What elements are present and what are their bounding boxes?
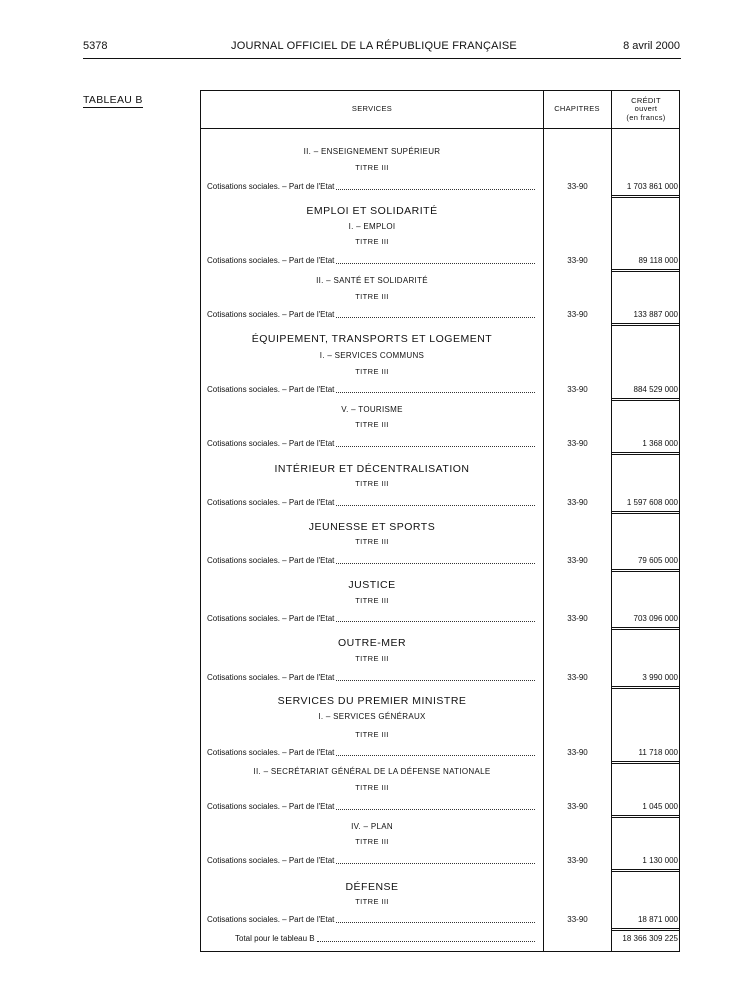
line-label	[207, 855, 537, 867]
column-header-services: SERVICES	[351, 104, 393, 114]
chapitre-value: 33-90	[567, 310, 588, 319]
credit-double-rule	[611, 400, 679, 401]
ministry-heading: JEUNESSE ET SPORTS	[308, 521, 436, 533]
leader-dots	[336, 384, 535, 393]
line-label	[207, 801, 537, 813]
credit-double-rule	[611, 325, 679, 326]
credit-rule	[611, 928, 679, 929]
credit-header-line-2: ouvert	[634, 104, 658, 114]
credit-rule	[611, 686, 679, 687]
titre-heading: TITRE III	[355, 596, 389, 605]
column-header-credit	[612, 91, 680, 128]
chapitre-value: 33-90	[567, 556, 588, 565]
header-divider	[201, 128, 679, 129]
credit-header-line-1: CRÉDIT	[631, 96, 661, 106]
leader-dots	[336, 855, 535, 864]
credit-double-rule	[611, 817, 679, 818]
line-label-text: Cotisations sociales. – Part de l'Etat	[207, 748, 335, 757]
line-label-text: Cotisations sociales. – Part de l'Etat	[207, 802, 335, 811]
section-heading: IV. – PLAN	[351, 822, 393, 831]
credit-value: 79 605 000	[637, 556, 678, 565]
titre-heading: TITRE III	[355, 163, 389, 172]
issue-date: 8 avril 2000	[623, 40, 680, 52]
header-rule	[83, 58, 681, 59]
credit-rule	[611, 269, 679, 270]
titre-heading: TITRE III	[355, 897, 389, 906]
line-label-text: Cotisations sociales. – Part de l'Etat	[207, 498, 335, 507]
ministry-heading: ÉQUIPEMENT, TRANSPORTS ET LOGEMENT	[251, 333, 493, 345]
credit-value: 3 990 000	[642, 673, 678, 682]
chapitre-value: 33-90	[567, 614, 588, 623]
credit-double-rule	[611, 271, 679, 272]
credit-value: 18 871 000	[637, 915, 678, 924]
titre-heading: TITRE III	[355, 367, 389, 376]
line-label-text: Cotisations sociales. – Part de l'Etat	[207, 256, 335, 265]
leader-dots	[336, 914, 535, 923]
chapitre-value: 33-90	[567, 673, 588, 682]
line-label	[207, 672, 537, 684]
credit-double-rule	[611, 454, 679, 455]
credit-rule	[611, 869, 679, 870]
section-heading: V. – TOURISME	[341, 405, 403, 414]
total-label-text: Total pour le tableau B	[235, 934, 315, 943]
credit-value: 89 118 000	[638, 256, 678, 265]
line-label-text: Cotisations sociales. – Part de l'Etat	[207, 915, 335, 924]
leader-dots	[317, 933, 535, 942]
titre-heading: TITRE III	[355, 420, 389, 429]
chapitre-value: 33-90	[567, 439, 588, 448]
credit-rule	[611, 398, 679, 399]
credit-double-rule	[611, 197, 679, 198]
credit-rule	[611, 627, 679, 628]
ministry-heading: DÉFENSE	[345, 881, 399, 893]
credit-rule	[611, 323, 679, 324]
credit-header-line-3: (en francs)	[626, 112, 666, 122]
section-heading: I. – SERVICES COMMUNS	[319, 351, 425, 360]
total-value: 18 366 309 225	[622, 934, 678, 943]
credit-double-rule	[611, 571, 679, 572]
credit-double-rule	[611, 763, 679, 764]
budget-table	[200, 90, 680, 952]
credit-value: 1 368 000	[642, 439, 678, 448]
titre-heading: TITRE III	[355, 237, 389, 246]
tableau-label: TABLEAU B	[83, 94, 143, 106]
line-label	[207, 255, 537, 267]
leader-dots	[336, 255, 535, 264]
section-heading: II. – SANTÉ ET SOLIDARITÉ	[316, 276, 428, 285]
line-label-text: Cotisations sociales. – Part de l'Etat	[207, 310, 335, 319]
titre-heading: TITRE III	[355, 479, 389, 488]
titre-heading: TITRE III	[355, 537, 389, 546]
line-label	[207, 309, 537, 321]
credit-value: 11 718 000	[638, 748, 678, 757]
journal-title: JOURNAL OFFICIEL DE LA RÉPUBLIQUE FRANÇAISE	[231, 40, 517, 52]
leader-dots	[336, 613, 535, 622]
column-divider-services	[543, 91, 544, 951]
line-label-text: Cotisations sociales. – Part de l'Etat	[207, 614, 335, 623]
credit-rule	[611, 815, 679, 816]
line-label-text: Cotisations sociales. – Part de l'Etat	[207, 856, 335, 865]
credit-rule	[611, 195, 679, 196]
chapitre-value: 33-90	[567, 385, 588, 394]
section-heading: I. – SERVICES GÉNÉRAUX	[318, 712, 426, 721]
titre-heading: TITRE III	[355, 783, 389, 792]
column-divider-chapitres	[611, 91, 612, 951]
leader-dots	[336, 555, 535, 564]
leader-dots	[336, 497, 535, 506]
chapitre-value: 33-90	[567, 856, 588, 865]
credit-rule	[611, 569, 679, 570]
chapitre-value: 33-90	[567, 915, 588, 924]
chapitre-value: 33-90	[567, 802, 588, 811]
ministry-heading: EMPLOI ET SOLIDARITÉ	[306, 205, 438, 217]
credit-value: 884 529 000	[633, 385, 678, 394]
credit-double-rule	[611, 688, 679, 689]
line-label	[207, 914, 537, 926]
titre-heading: TITRE III	[355, 837, 389, 846]
credit-rule	[611, 761, 679, 762]
column-header-chapitres: CHAPITRES	[554, 104, 600, 114]
ministry-heading: JUSTICE	[348, 579, 396, 591]
leader-dots	[336, 672, 535, 681]
ministry-heading: OUTRE-MER	[337, 637, 407, 649]
line-label-text: Cotisations sociales. – Part de l'Etat	[207, 556, 335, 565]
credit-value: 133 887 000	[633, 310, 678, 319]
leader-dots	[336, 309, 535, 318]
titre-heading: TITRE III	[355, 292, 389, 301]
section-heading: II. – SECRÉTARIAT GÉNÉRAL DE LA DÉFENSE NATIONALE	[253, 767, 491, 776]
line-label	[207, 181, 537, 193]
ministry-heading: SERVICES DU PREMIER MINISTRE	[277, 695, 467, 707]
credit-double-rule	[611, 871, 679, 872]
chapitre-value: 33-90	[567, 748, 588, 757]
line-label	[207, 384, 537, 396]
credit-value: 1 597 608 000	[626, 498, 678, 507]
line-label-text: Cotisations sociales. – Part de l'Etat	[207, 673, 335, 682]
line-label	[207, 555, 537, 567]
credit-rule	[611, 452, 679, 453]
line-label	[207, 747, 537, 759]
leader-dots	[336, 181, 535, 190]
section-heading: II. – ENSEIGNEMENT SUPÉRIEUR	[303, 147, 441, 156]
credit-double-rule	[611, 629, 679, 630]
chapitre-value: 33-90	[567, 182, 588, 191]
page-number: 5378	[83, 40, 108, 52]
chapitre-value: 33-90	[567, 498, 588, 507]
credit-value: 703 096 000	[633, 614, 678, 623]
line-label	[207, 438, 537, 450]
titre-heading: TITRE III	[355, 654, 389, 663]
credit-value: 1 703 861 000	[626, 182, 678, 191]
credit-double-rule	[611, 930, 679, 931]
leader-dots	[336, 801, 535, 810]
line-label	[207, 497, 537, 509]
credit-rule	[611, 511, 679, 512]
credit-value: 1 130 000	[642, 856, 678, 865]
chapitre-value: 33-90	[567, 256, 588, 265]
leader-dots	[336, 438, 535, 447]
credit-double-rule	[611, 513, 679, 514]
section-heading: I. – EMPLOI	[348, 222, 396, 231]
ministry-heading: INTÉRIEUR ET DÉCENTRALISATION	[274, 463, 470, 475]
line-label	[207, 613, 537, 625]
line-label-text: Cotisations sociales. – Part de l'Etat	[207, 182, 335, 191]
credit-value: 1 045 000	[642, 802, 678, 811]
line-label-text: Cotisations sociales. – Part de l'Etat	[207, 385, 335, 394]
leader-dots	[336, 747, 535, 756]
total-label	[235, 933, 537, 945]
line-label-text: Cotisations sociales. – Part de l'Etat	[207, 439, 335, 448]
titre-heading: TITRE III	[355, 730, 389, 739]
